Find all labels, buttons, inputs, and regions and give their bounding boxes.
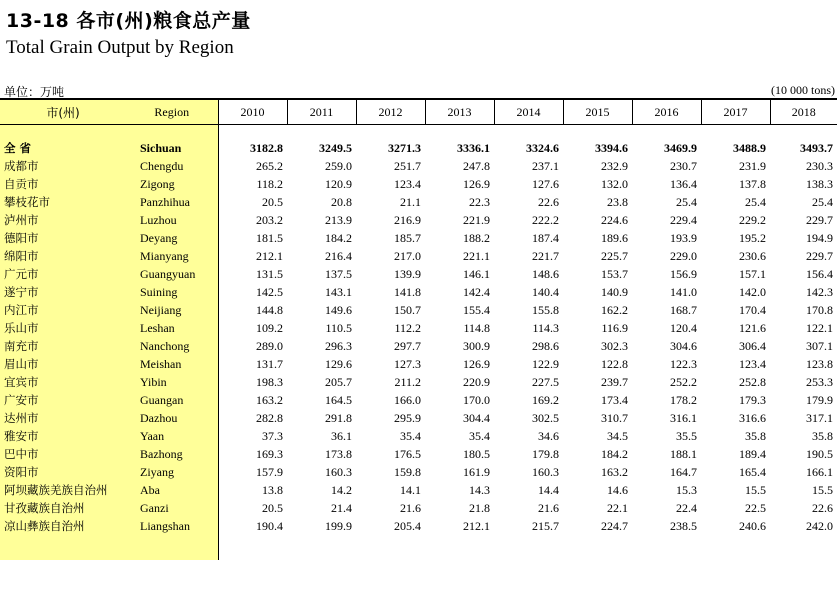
output-value-cell: 14.2	[331, 483, 352, 497]
table-row	[0, 193, 837, 211]
region-name-cn: 南充市	[0, 337, 126, 355]
region-name-en: Suining	[126, 283, 218, 301]
output-value-cell: 20.8	[331, 195, 352, 209]
output-value-cell: 155.4	[463, 303, 490, 317]
output-value-cell: 310.7	[601, 411, 628, 425]
output-value-cell: 193.9	[670, 231, 697, 245]
table-row	[0, 409, 837, 427]
output-value-cell: 166.0	[394, 393, 421, 407]
output-value-cell: 185.7	[394, 231, 421, 245]
output-value-cell: 229.7	[806, 249, 833, 263]
output-value-cell: 240.6	[739, 519, 766, 533]
output-value-cell: 109.2	[256, 321, 283, 335]
table-row	[0, 229, 837, 247]
output-value-cell: 165.4	[739, 465, 766, 479]
region-name-cn: 雅安市	[0, 427, 126, 445]
output-value-cell: 230.6	[739, 249, 766, 263]
table-row	[0, 499, 837, 517]
output-value-cell: 238.5	[670, 519, 697, 533]
output-value-cell: 159.8	[394, 465, 421, 479]
output-value-cell: 22.1	[607, 501, 628, 515]
output-value-cell: 291.8	[325, 411, 352, 425]
column-header-year: 2016	[632, 99, 701, 125]
region-name-en: Deyang	[126, 229, 218, 247]
header-row	[0, 99, 837, 125]
output-value-cell: 295.9	[394, 411, 421, 425]
output-value-cell: 237.1	[532, 159, 559, 173]
table-row	[0, 157, 837, 175]
column-header-year: 2012	[356, 99, 425, 125]
output-value-cell: 35.8	[745, 429, 766, 443]
output-value-cell: 148.6	[532, 267, 559, 281]
table-title-cn: 13-18 各市(州)粮食总产量	[6, 10, 251, 32]
output-value-cell: 304.4	[463, 411, 490, 425]
region-name-en: Bazhong	[126, 445, 218, 463]
column-header-year: 2010	[218, 99, 287, 125]
region-name-cn: 凉山彝族自治州	[0, 517, 126, 535]
table-row-total	[0, 139, 837, 157]
output-value-cell: 170.4	[739, 303, 766, 317]
output-value-cell: 126.9	[463, 357, 490, 371]
output-value-cell: 114.8	[463, 321, 490, 335]
output-value-cell: 153.7	[601, 267, 628, 281]
output-value-cell: 187.4	[532, 231, 559, 245]
grain-output-table	[0, 98, 837, 560]
output-value-cell: 242.0	[806, 519, 833, 533]
region-name-cn: 甘孜藏族自治州	[0, 499, 126, 517]
output-value-cell: 211.2	[394, 375, 421, 389]
output-value-cell: 229.0	[670, 249, 697, 263]
region-name-en: Chengdu	[126, 157, 218, 175]
region-name-cn: 眉山市	[0, 355, 126, 373]
output-value-cell: 21.6	[400, 501, 421, 515]
output-value-cell: 3469.9	[664, 141, 697, 155]
output-value-cell: 3182.8	[250, 141, 283, 155]
output-value-cell: 118.2	[256, 177, 283, 191]
region-name-cn: 德阳市	[0, 229, 126, 247]
output-value-cell: 34.6	[538, 429, 559, 443]
table-row	[0, 463, 837, 481]
output-value-cell: 298.6	[532, 339, 559, 353]
output-value-cell: 282.8	[256, 411, 283, 425]
output-value-cell: 142.5	[256, 285, 283, 299]
output-value-cell: 190.5	[806, 447, 833, 461]
output-value-cell: 300.9	[463, 339, 490, 353]
output-value-cell: 3488.9	[733, 141, 766, 155]
output-value-cell: 35.5	[676, 429, 697, 443]
output-value-cell: 229.7	[806, 213, 833, 227]
region-name-cn: 资阳市	[0, 463, 126, 481]
region-name-en: Meishan	[126, 355, 218, 373]
output-value-cell: 221.1	[463, 249, 490, 263]
output-value-cell: 231.9	[739, 159, 766, 173]
table-row	[0, 247, 837, 265]
region-name-en: Sichuan	[126, 139, 218, 157]
table-row	[0, 481, 837, 499]
spacer-row	[0, 535, 837, 560]
table-row	[0, 427, 837, 445]
output-value-cell: 127.3	[394, 357, 421, 371]
output-value-cell: 21.6	[538, 501, 559, 515]
region-name-cn: 乐山市	[0, 319, 126, 337]
output-value-cell: 22.4	[676, 501, 697, 515]
region-name-cn: 绵阳市	[0, 247, 126, 265]
output-value-cell: 141.0	[670, 285, 697, 299]
column-header-year: 2017	[701, 99, 770, 125]
output-value-cell: 140.9	[601, 285, 628, 299]
output-value-cell: 15.3	[676, 483, 697, 497]
region-name-cn: 自贡市	[0, 175, 126, 193]
output-value-cell: 252.2	[670, 375, 697, 389]
output-value-cell: 35.4	[469, 429, 490, 443]
output-value-cell: 205.4	[394, 519, 421, 533]
output-value-cell: 221.7	[532, 249, 559, 263]
output-value-cell: 265.2	[256, 159, 283, 173]
output-value-cell: 173.4	[601, 393, 628, 407]
output-value-cell: 139.9	[394, 267, 421, 281]
region-name-en: Mianyang	[126, 247, 218, 265]
output-value-cell: 179.3	[739, 393, 766, 407]
output-value-cell: 156.4	[806, 267, 833, 281]
table-row	[0, 265, 837, 283]
column-header-year: 2014	[494, 99, 563, 125]
table-row	[0, 517, 837, 535]
region-name-en: Liangshan	[126, 517, 218, 535]
output-value-cell: 162.2	[601, 303, 628, 317]
table-title-en: Total Grain Output by Region	[6, 37, 234, 58]
output-value-cell: 122.1	[806, 321, 833, 335]
output-value-cell: 156.9	[670, 267, 697, 281]
output-value-cell: 203.2	[256, 213, 283, 227]
output-value-cell: 307.1	[806, 339, 833, 353]
output-value-cell: 230.7	[670, 159, 697, 173]
table-row	[0, 319, 837, 337]
region-name-en: Dazhou	[126, 409, 218, 427]
output-value-cell: 20.5	[262, 501, 283, 515]
region-name-cn: 成都市	[0, 157, 126, 175]
output-value-cell: 181.5	[256, 231, 283, 245]
output-value-cell: 247.8	[463, 159, 490, 173]
output-value-cell: 164.7	[670, 465, 697, 479]
output-value-cell: 122.9	[532, 357, 559, 371]
output-value-cell: 316.6	[739, 411, 766, 425]
output-value-cell: 212.1	[256, 249, 283, 263]
table-row	[0, 445, 837, 463]
output-value-cell: 302.3	[601, 339, 628, 353]
region-name-cn: 达州市	[0, 409, 126, 427]
output-value-cell: 169.2	[532, 393, 559, 407]
output-value-cell: 3249.5	[319, 141, 352, 155]
output-value-cell: 3324.6	[526, 141, 559, 155]
output-value-cell: 317.1	[806, 411, 833, 425]
spacer-row	[0, 125, 837, 140]
output-value-cell: 15.5	[745, 483, 766, 497]
output-value-cell: 157.9	[256, 465, 283, 479]
table-row	[0, 391, 837, 409]
output-value-cell: 120.9	[325, 177, 352, 191]
column-header-year: 2018	[770, 99, 837, 125]
output-value-cell: 160.3	[532, 465, 559, 479]
output-value-cell: 189.4	[739, 447, 766, 461]
output-value-cell: 163.2	[256, 393, 283, 407]
column-header-region-en: Region	[126, 99, 218, 125]
output-value-cell: 120.4	[670, 321, 697, 335]
output-value-cell: 3336.1	[457, 141, 490, 155]
output-value-cell: 222.2	[532, 213, 559, 227]
region-name-cn: 全 省	[0, 139, 126, 157]
output-value-cell: 37.3	[262, 429, 283, 443]
output-value-cell: 168.7	[670, 303, 697, 317]
output-value-cell: 212.1	[463, 519, 490, 533]
output-value-cell: 143.1	[325, 285, 352, 299]
output-value-cell: 122.3	[670, 357, 697, 371]
column-header-year: 2011	[287, 99, 356, 125]
output-value-cell: 195.2	[739, 231, 766, 245]
region-name-cn: 攀枝花市	[0, 193, 126, 211]
region-name-en: Leshan	[126, 319, 218, 337]
output-value-cell: 213.9	[325, 213, 352, 227]
table-row	[0, 211, 837, 229]
region-name-en: Ziyang	[126, 463, 218, 481]
output-value-cell: 129.6	[325, 357, 352, 371]
region-name-en: Yibin	[126, 373, 218, 391]
output-value-cell: 25.4	[812, 195, 833, 209]
output-value-cell: 252.8	[739, 375, 766, 389]
output-value-cell: 110.5	[325, 321, 352, 335]
output-value-cell: 136.4	[670, 177, 697, 191]
region-name-en: Guangyuan	[126, 265, 218, 283]
output-value-cell: 227.5	[532, 375, 559, 389]
output-value-cell: 232.9	[601, 159, 628, 173]
table-row	[0, 337, 837, 355]
unit-label-en: (10 000 tons)	[771, 83, 835, 97]
output-value-cell: 150.7	[394, 303, 421, 317]
output-value-cell: 25.4	[745, 195, 766, 209]
output-value-cell: 224.7	[601, 519, 628, 533]
output-value-cell: 189.6	[601, 231, 628, 245]
output-value-cell: 304.6	[670, 339, 697, 353]
output-value-cell: 137.5	[325, 267, 352, 281]
output-value-cell: 253.3	[806, 375, 833, 389]
region-name-cn: 宜宾市	[0, 373, 126, 391]
output-value-cell: 173.8	[325, 447, 352, 461]
output-value-cell: 220.9	[463, 375, 490, 389]
output-value-cell: 170.8	[806, 303, 833, 317]
output-value-cell: 35.8	[812, 429, 833, 443]
output-value-cell: 14.1	[400, 483, 421, 497]
output-value-cell: 14.6	[607, 483, 628, 497]
output-value-cell: 216.9	[394, 213, 421, 227]
region-name-cn: 泸州市	[0, 211, 126, 229]
output-value-cell: 199.9	[325, 519, 352, 533]
output-value-cell: 122.8	[601, 357, 628, 371]
output-value-cell: 22.6	[812, 501, 833, 515]
region-name-en: Zigong	[126, 175, 218, 193]
output-value-cell: 225.7	[601, 249, 628, 263]
region-name-en: Luzhou	[126, 211, 218, 229]
output-value-cell: 3271.3	[388, 141, 421, 155]
output-value-cell: 21.1	[400, 195, 421, 209]
output-value-cell: 36.1	[331, 429, 352, 443]
output-value-cell: 123.4	[739, 357, 766, 371]
column-header-region-cn: 市(州)	[0, 99, 126, 125]
output-value-cell: 23.8	[607, 195, 628, 209]
output-value-cell: 229.4	[670, 213, 697, 227]
output-value-cell: 140.4	[532, 285, 559, 299]
output-value-cell: 116.9	[601, 321, 628, 335]
output-value-cell: 184.2	[325, 231, 352, 245]
output-value-cell: 114.3	[532, 321, 559, 335]
output-value-cell: 180.5	[463, 447, 490, 461]
output-value-cell: 141.8	[394, 285, 421, 299]
output-value-cell: 14.4	[538, 483, 559, 497]
output-value-cell: 296.3	[325, 339, 352, 353]
output-value-cell: 112.2	[394, 321, 421, 335]
output-value-cell: 179.8	[532, 447, 559, 461]
output-value-cell: 188.2	[463, 231, 490, 245]
output-value-cell: 205.7	[325, 375, 352, 389]
output-value-cell: 131.5	[256, 267, 283, 281]
output-value-cell: 230.3	[806, 159, 833, 173]
output-value-cell: 179.9	[806, 393, 833, 407]
region-name-en: Aba	[126, 481, 218, 499]
output-value-cell: 121.6	[739, 321, 766, 335]
output-value-cell: 221.9	[463, 213, 490, 227]
output-value-cell: 160.3	[325, 465, 352, 479]
unit-label-cn: 单位：万吨	[4, 85, 65, 99]
output-value-cell: 224.6	[601, 213, 628, 227]
output-value-cell: 251.7	[394, 159, 421, 173]
region-name-cn: 阿坝藏族羌族自治州	[0, 481, 126, 499]
region-name-cn: 内江市	[0, 301, 126, 319]
output-value-cell: 34.5	[607, 429, 628, 443]
output-value-cell: 170.0	[463, 393, 490, 407]
output-value-cell: 198.3	[256, 375, 283, 389]
output-value-cell: 131.7	[256, 357, 283, 371]
output-value-cell: 302.5	[532, 411, 559, 425]
output-value-cell: 259.0	[325, 159, 352, 173]
output-value-cell: 316.1	[670, 411, 697, 425]
output-value-cell: 215.7	[532, 519, 559, 533]
region-name-cn: 广元市	[0, 265, 126, 283]
region-name-cn: 巴中市	[0, 445, 126, 463]
table-row	[0, 283, 837, 301]
output-value-cell: 126.9	[463, 177, 490, 191]
output-value-cell: 149.6	[325, 303, 352, 317]
output-value-cell: 239.7	[601, 375, 628, 389]
region-name-en: Neijiang	[126, 301, 218, 319]
output-value-cell: 22.6	[538, 195, 559, 209]
region-name-en: Ganzi	[126, 499, 218, 517]
output-value-cell: 169.3	[256, 447, 283, 461]
output-value-cell: 25.4	[676, 195, 697, 209]
output-value-cell: 163.2	[601, 465, 628, 479]
output-value-cell: 20.5	[262, 195, 283, 209]
output-value-cell: 146.1	[463, 267, 490, 281]
output-value-cell: 142.0	[739, 285, 766, 299]
output-value-cell: 144.8	[256, 303, 283, 317]
output-value-cell: 35.4	[400, 429, 421, 443]
output-value-cell: 184.2	[601, 447, 628, 461]
output-value-cell: 190.4	[256, 519, 283, 533]
region-name-cn: 遂宁市	[0, 283, 126, 301]
region-name-en: Yaan	[126, 427, 218, 445]
output-value-cell: 22.3	[469, 195, 490, 209]
region-name-en: Panzhihua	[126, 193, 218, 211]
output-value-cell: 161.9	[463, 465, 490, 479]
output-value-cell: 216.4	[325, 249, 352, 263]
output-value-cell: 15.5	[812, 483, 833, 497]
column-header-year: 2015	[563, 99, 632, 125]
output-value-cell: 176.5	[394, 447, 421, 461]
output-value-cell: 166.1	[806, 465, 833, 479]
output-value-cell: 22.5	[745, 501, 766, 515]
output-value-cell: 178.2	[670, 393, 697, 407]
output-value-cell: 188.1	[670, 447, 697, 461]
output-value-cell: 123.4	[394, 177, 421, 191]
output-value-cell: 137.8	[739, 177, 766, 191]
output-value-cell: 3394.6	[595, 141, 628, 155]
output-value-cell: 229.2	[739, 213, 766, 227]
output-value-cell: 297.7	[394, 339, 421, 353]
output-value-cell: 3493.7	[800, 141, 833, 155]
output-value-cell: 142.3	[806, 285, 833, 299]
table-row	[0, 355, 837, 373]
output-value-cell: 157.1	[739, 267, 766, 281]
output-value-cell: 21.8	[469, 501, 490, 515]
output-value-cell: 142.4	[463, 285, 490, 299]
region-name-en: Nanchong	[126, 337, 218, 355]
output-value-cell: 164.5	[325, 393, 352, 407]
output-value-cell: 132.0	[601, 177, 628, 191]
column-header-year: 2013	[425, 99, 494, 125]
table-row	[0, 175, 837, 193]
output-value-cell: 127.6	[532, 177, 559, 191]
output-value-cell: 21.4	[331, 501, 352, 515]
output-value-cell: 123.8	[806, 357, 833, 371]
output-value-cell: 14.3	[469, 483, 490, 497]
region-name-en: Guangan	[126, 391, 218, 409]
output-value-cell: 194.9	[806, 231, 833, 245]
output-value-cell: 138.3	[806, 177, 833, 191]
region-name-cn: 广安市	[0, 391, 126, 409]
output-value-cell: 289.0	[256, 339, 283, 353]
table-row	[0, 301, 837, 319]
output-value-cell: 155.8	[532, 303, 559, 317]
table-row	[0, 373, 837, 391]
output-value-cell: 217.0	[394, 249, 421, 263]
output-value-cell: 306.4	[739, 339, 766, 353]
output-value-cell: 13.8	[262, 483, 283, 497]
